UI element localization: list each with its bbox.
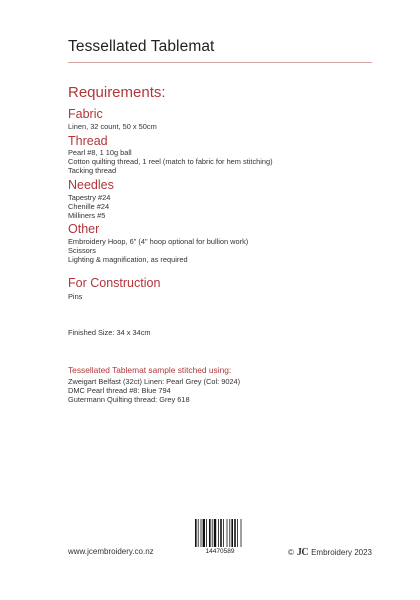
other-line: Embroidery Hoop, 6" (4" hoop optional for bullion work) [68,237,249,246]
sample-line: Gutermann Quilting thread: Grey 618 [68,395,190,404]
section-title-other: Other [68,222,100,236]
footer-brand [288,547,372,558]
requirements-heading: Requirements: [68,84,166,101]
thread-line: Tacking thread [68,166,117,175]
needles-line: Chenille #24 [68,202,110,211]
sample-title: Tessellated Tablemat sample stitched using: [68,365,232,375]
sample-line: Zweigart Belfast (32ct) Linen: Pearl Grey (Col: 9024) [68,377,241,386]
section-title-needles: Needles [68,178,114,192]
website-link[interactable]: www.jcembroidery.co.nz [68,547,154,556]
needles-line: Milliners #5 [68,211,106,220]
barcode-graphic [195,519,245,547]
thread-line: Cotton quilting thread, 1 reel (match to fabric for hem stitching) [68,157,273,166]
thread-line: Pearl #8, 1 10g ball [68,148,132,157]
sample-line: DMC Pearl thread #8: Blue 794 [68,386,171,395]
page-title: Tessellated Tablemat [68,38,215,55]
title-divider [68,62,372,63]
copyright-symbol: © [287,548,294,557]
brand-text: Embroidery 2023 [311,548,372,557]
section-title-fabric: Fabric [68,107,103,121]
fabric-line: Linen, 32 count, 50 x 50cm [68,122,157,131]
other-line: Lighting & magnification, as required [68,255,188,264]
other-line: Scissors [68,246,96,255]
needles-line: Tapestry #24 [68,193,111,202]
barcode-number: 14470589 [205,548,235,555]
construction-line: Pins [68,292,83,301]
jc-logo: JC [296,547,309,558]
finished-size: Finished Size: 34 x 34cm [68,328,151,337]
section-title-thread: Thread [68,134,108,148]
section-title-construction: For Construction [68,276,161,290]
